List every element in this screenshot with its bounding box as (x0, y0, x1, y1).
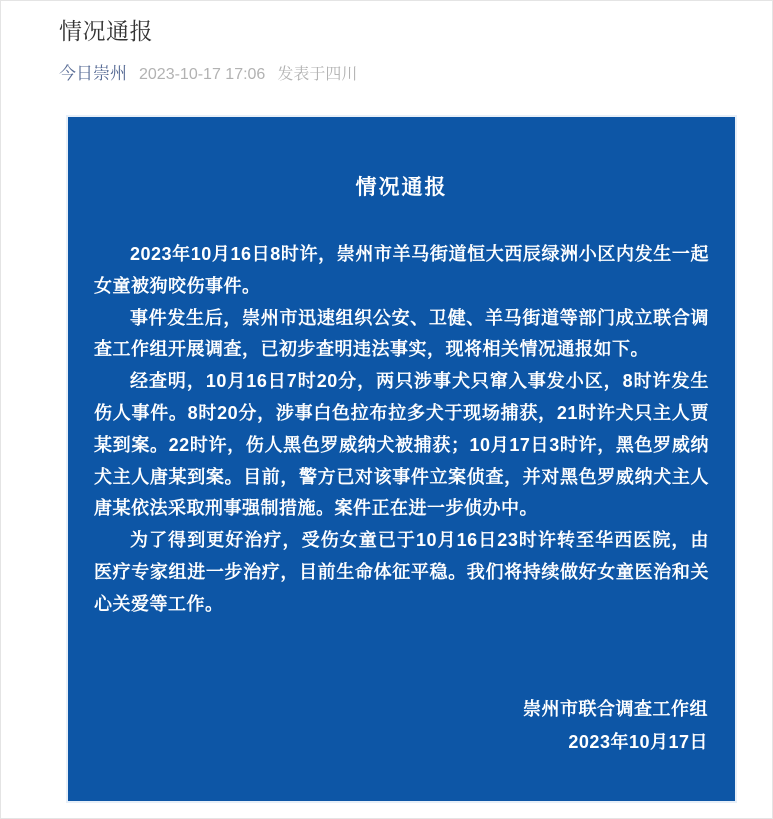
notice-signature-block (68, 693, 735, 759)
publish-timestamp: 2023-10-17 17:06 (139, 66, 266, 83)
notice-poster-image[interactable] (66, 115, 737, 803)
account-name-link[interactable]: 今日崇州 (59, 64, 127, 83)
page-title: 情况通报 (59, 18, 153, 44)
notice-paragraph-4: 为了得到更好治疗，受伤女童已于10月16日23时许转至华西医院，由医疗专家组进一步治疗，目前生命体征平稳。我们将持续做好女童医治和关心关爱等工作。 (94, 530, 709, 614)
notice-body (68, 239, 735, 621)
notice-paragraph-3: 经查明，10月16日7时20分，两只涉事犬只窜入事发小区，8时许发生伤人事件。8时20分，涉事白色拉布拉多犬于现场捕获，21时许犬只主人贾某到案。22时许，伤人黑色罗威纳犬被捕获；10月17日3时许，黑色罗威纳犬主人唐某到案。目前，警方已对该事件立案侦查，并对黑色罗威纳犬主人唐某依法采取刑事强制措施。案件正在进一步侦办中。 (94, 371, 709, 519)
notice-heading: 情况通报 (355, 176, 448, 199)
notice-paragraph-2: 事件发生后，崇州市迅速组织公安、卫健、羊马街道等部门成立联合调查工作组开展调查，已初步查明违法事实，现将相关情况通报如下。 (94, 307, 709, 360)
signature-organization: 崇州市联合调查工作组 (523, 698, 708, 719)
notice-paragraph-1: 2023年10月16日8时许，崇州市羊马街道恒大西辰绿洲小区内发生一起女童被狗咬伤事件。 (94, 244, 709, 296)
signature-date: 2023年10月17日 (568, 731, 708, 752)
byline (59, 59, 357, 84)
publish-location: 发表于四川 (277, 66, 358, 83)
